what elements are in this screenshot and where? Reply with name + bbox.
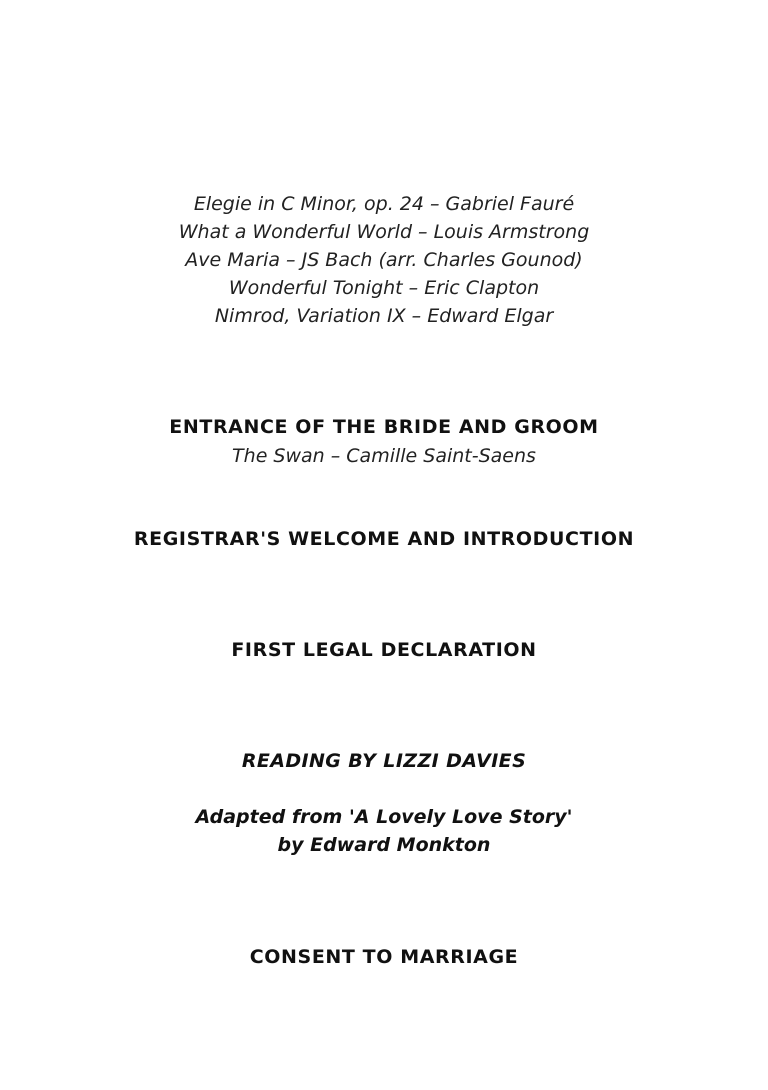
prelude-music-item: Elegie in C Minor, op. 24 – Gabriel Fauré	[193, 193, 575, 215]
reading-source-author: by Edward Monkton	[277, 834, 491, 856]
prelude-music-item: Ave Maria – JS Bach (arr. Charles Gounod)	[185, 249, 583, 271]
welcome-heading: REGISTRAR'S WELCOME AND INTRODUCTION	[133, 528, 635, 550]
reading-heading: READING BY LIZZI DAVIES	[241, 750, 527, 772]
prelude-music-item: What a Wonderful World – Louis Armstrong	[178, 221, 590, 243]
entrance-heading: ENTRANCE OF THE BRIDE AND GROOM	[169, 416, 599, 438]
reading-source-title: Adapted from 'A Lovely Love Story'	[195, 806, 573, 828]
consent-heading: CONSENT TO MARRIAGE	[249, 946, 519, 968]
prelude-music-item: Wonderful Tonight – Eric Clapton	[228, 277, 540, 299]
entrance-music: The Swan – Camille Saint-Saens	[232, 445, 536, 467]
prelude-music-item: Nimrod, Variation IX – Edward Elgar	[214, 305, 554, 327]
declaration-heading: FIRST LEGAL DECLARATION	[231, 639, 537, 661]
